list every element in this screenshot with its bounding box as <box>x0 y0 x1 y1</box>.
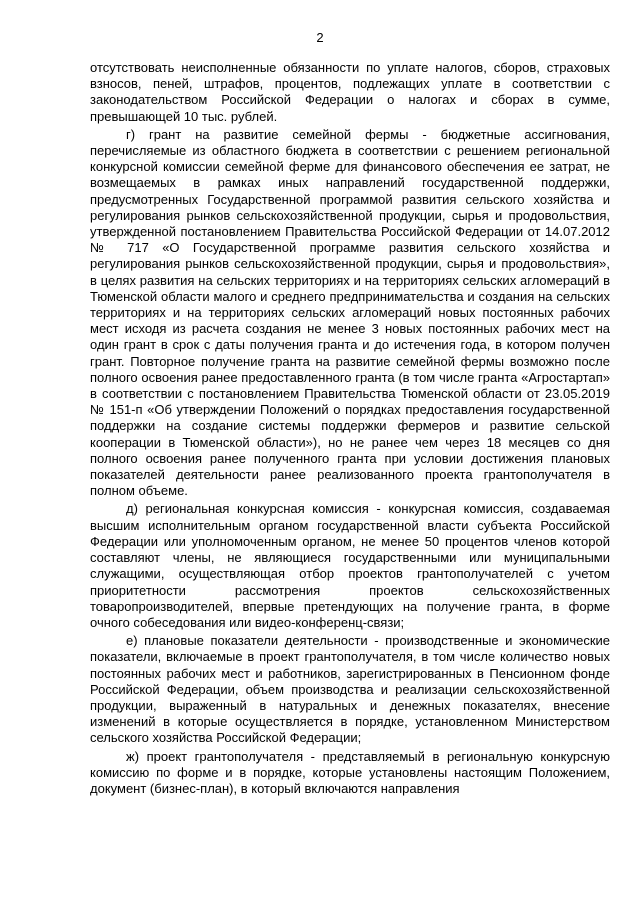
page-number: 2 <box>316 30 324 45</box>
paragraph-g-family-farm-grant: г) грант на развитие семейной фермы - бюджетные ассигнования, перечисляемые из областного бюджета в соответствии с решением региональной конкурсной комиссии семейной ферме для финансового обеспечения ее затрат, не возмещаемых в рамках иных направлений государственной поддержки, предусмотренных Государственной программой развития сельского хозяйства и регулирования рынков сельскохозяйственной продукции, сырья и продовольствия, утвержденной постановлением Правительства Российской Федерации от 14.07.2012 № 717 «О Государственной программе развития сельского хозяйства и регулирования рынков сельскохозяйственной продукции, сырья и продовольствия», в целях развития на сельских территориях и на территориях сельских агломераций в Тюменской области малого и среднего предпринимательства и создания на сельских территориях и на территориях сельских агломераций новых постоянных рабочих мест исходя из расчета создания не менее 3 новых постоянных рабочих мест на один грант в срок с даты получения гранта и до истечения года, в котором получен грант. Повторное получение гранта на развитие семейной фермы возможно после полного освоения ранее предоставленного гранта (в том числе гранта «Агростартап» в соответствии с постановлением Правительства Тюменской области от 23.05.2019 № 151-п «Об утверждении Положений о порядках предоставления государственной поддержки на создание системы поддержки фермеров и развитие сельской кооперации в Тюменской области»), но не ранее чем через 18 месяцев со дня полного освоения ранее полученного гранта при условии достижения плановых показателей деятельности ранее реализованного проекта грантополучателя в полном объеме. <box>90 126 610 499</box>
paragraph-continuation: отсутствовать неисполненные обязанности по уплате налогов, сборов, страховых взносов, пеней, штрафов, процентов, подлежащих уплате в соответствии с законодательством Российской Федерации о налогах и сборах в сумме, превышающей 10 тыс. рублей. <box>90 60 610 124</box>
paragraph-zh-grantee-project: ж) проект грантополучателя - представляемый в региональную конкурсную комиссию по форме и в порядке, которые установлены настоящим Положением, документ (бизнес-план), в который включаются направления <box>90 748 610 796</box>
paragraph-e-planned-indicators: е) плановые показатели деятельности - производственные и экономические показатели, включаемые в проект грантополучателя, в том числе количество новых постоянных рабочих мест и работников, зарегистрированных в Пенсионном фонде Российской Федерации, объем производства и реализации сельскохозяйственной продукции, выраженный в натуральных и денежных показателях, внесение изменений в которые осуществляется в порядке, установленном Министерством сельского хозяйства Российской Федерации; <box>90 633 610 746</box>
document-body <box>90 60 610 799</box>
paragraph-d-regional-commission: д) региональная конкурсная комиссия - конкурсная комиссия, создаваемая высшим исполнительным органом государственной власти субъекта Российской Федерации или уполномоченным органом, не менее 50 процентов членов которой составляют члены, не являющиеся государственными или муниципальными служащими, осуществляющая отбор проектов грантополучателей с учетом приоритетности рассмотрения проектов сельскохозяйственных товаропроизводителей, впервые претендующих на получение гранта, в форме очного собеседования или видео-конференц-связи; <box>90 501 610 630</box>
